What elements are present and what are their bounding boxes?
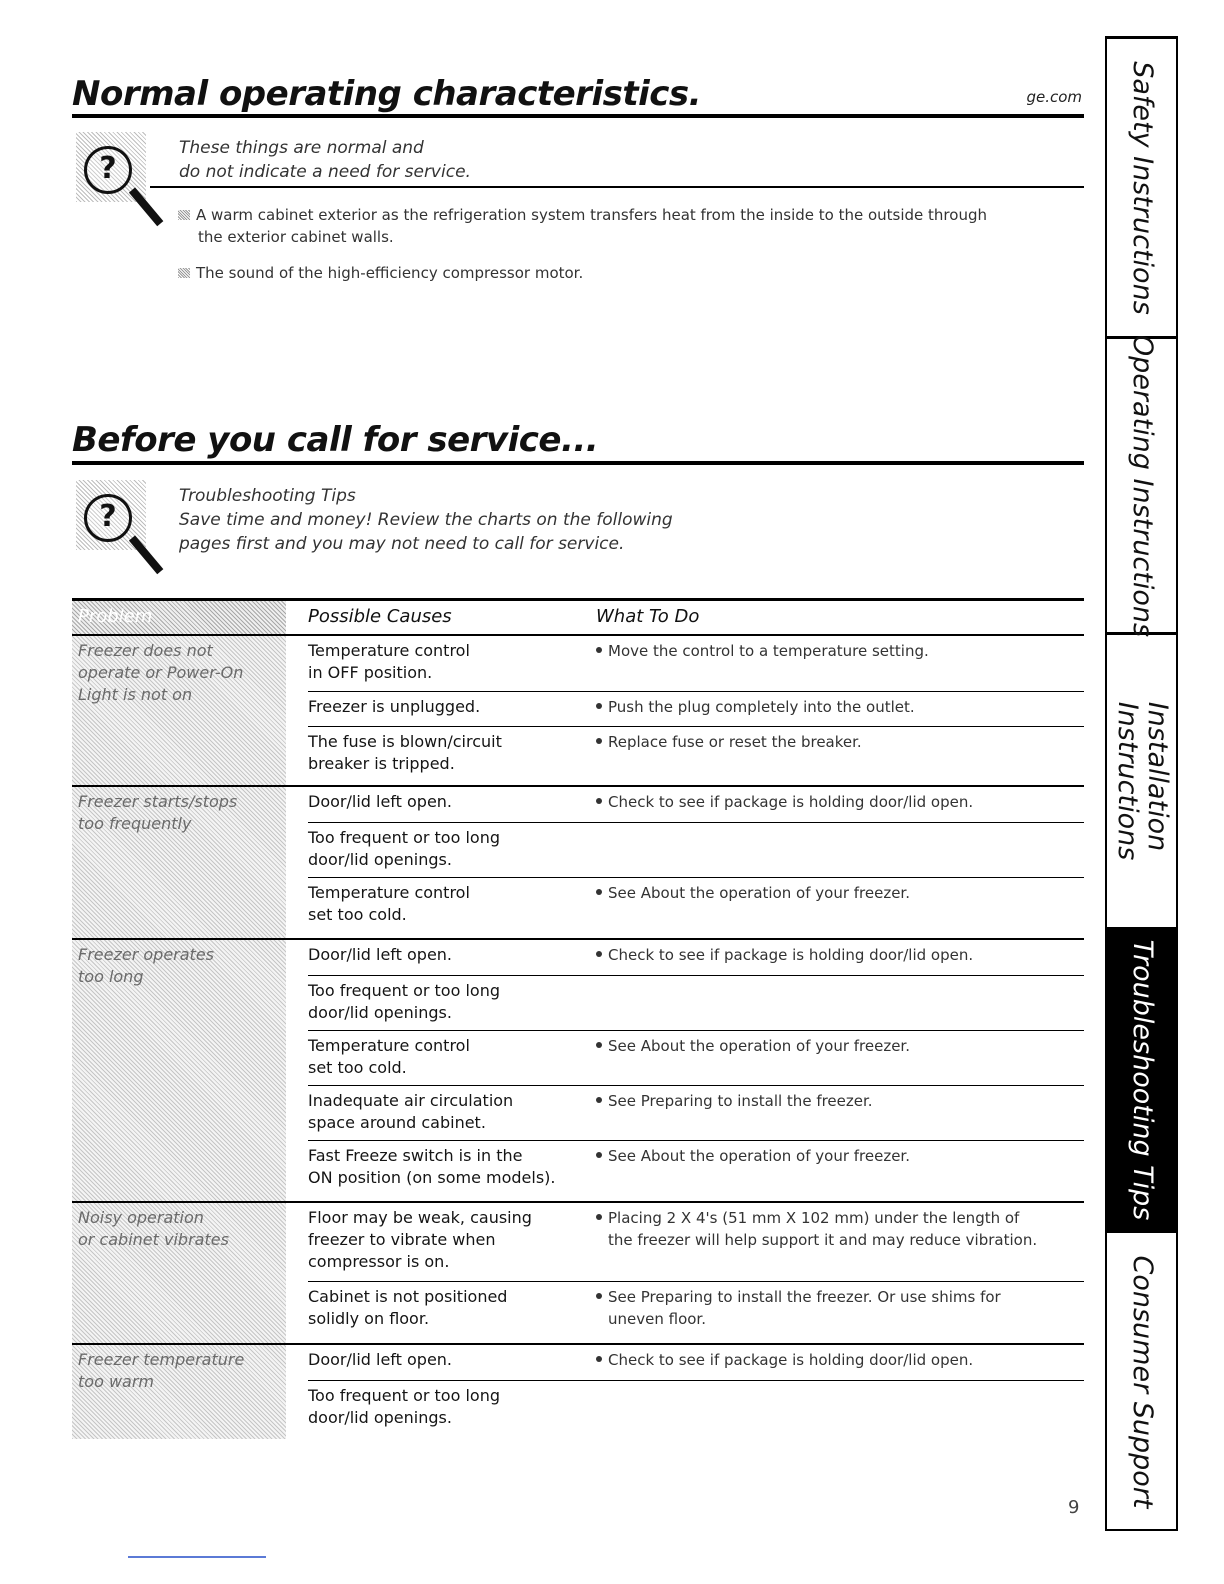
todo-cell [596, 1035, 1076, 1057]
cause-cell [308, 640, 578, 684]
todo-item [596, 1145, 1076, 1167]
cause-text: Freezer is unplugged. [308, 697, 481, 716]
cause-text: ON position (on some models). [308, 1168, 556, 1187]
bullet-icon [596, 703, 602, 709]
tips-line: pages first and you may not need to call for service. [179, 534, 625, 554]
side-tab-label [1112, 702, 1172, 861]
magnifier-question-icon: ? [72, 480, 176, 590]
todo-item [596, 1207, 1076, 1229]
cause-cell [308, 1286, 578, 1330]
problem-text: too warm [78, 1372, 154, 1391]
problem-cell [72, 940, 286, 1201]
header-causes: Possible Causes [308, 606, 452, 627]
normal-item [178, 204, 987, 248]
title-rule [72, 461, 1084, 465]
cause-text: door/lid openings. [308, 1408, 452, 1427]
bullet-square-icon [178, 210, 190, 220]
cause-text: breaker is tripped. [308, 754, 455, 773]
todo-cell [596, 696, 1076, 718]
cause-text: Cabinet is not positioned [308, 1287, 508, 1306]
todo-cell [596, 1286, 1076, 1330]
side-tab-text: Safety Instructions [1126, 60, 1158, 315]
side-tab-text: Troubleshooting Tips [1126, 939, 1158, 1221]
cause-cell [308, 1385, 578, 1429]
intro-line: do not indicate a need for service. [179, 162, 471, 182]
cause-cell [308, 696, 578, 718]
side-tab[interactable] [1107, 39, 1176, 339]
problem-text: Freezer starts/stops [78, 792, 238, 811]
todo-text: See Preparing to install the freezer. Or use shims for [608, 1288, 1001, 1306]
cause-text: door/lid openings. [308, 850, 452, 869]
todo-cell [596, 731, 1076, 753]
table-row [308, 787, 1084, 822]
todo-item [596, 731, 1076, 753]
todo-item [596, 791, 1076, 813]
cause-cell [308, 791, 578, 813]
side-tab-nav [1105, 36, 1178, 1531]
todo-cell [596, 1349, 1076, 1371]
todo-item [596, 1286, 1076, 1308]
problem-group [72, 1345, 1084, 1439]
bottom-rule [128, 1556, 266, 1558]
side-tab[interactable] [1107, 334, 1176, 637]
table-row [308, 636, 1084, 691]
bullet-icon [596, 798, 602, 804]
problem-group [72, 940, 1084, 1203]
cause-text: compressor is on. [308, 1252, 450, 1271]
todo-text: Check to see if package is holding door/lid open. [608, 1351, 974, 1369]
problem-text: Light is not on [78, 685, 193, 704]
todo-text: Replace fuse or reset the breaker. [608, 733, 862, 751]
side-tab-label [1127, 334, 1157, 636]
cause-text: door/lid openings. [308, 1003, 452, 1022]
todo-text: See About the operation of your freezer. [608, 1147, 910, 1165]
website-link[interactable]: ge.com [1026, 88, 1082, 106]
table-row [308, 975, 1084, 1030]
side-tab-label [1127, 61, 1157, 315]
cause-text: Too frequent or too long [308, 1386, 500, 1405]
header-todo: What To Do [596, 606, 700, 627]
intro-line: These things are normal and [179, 138, 424, 158]
cause-cell [308, 1145, 578, 1189]
cause-text: Door/lid left open. [308, 945, 453, 964]
cause-cell [308, 980, 578, 1024]
bullet-icon [596, 1042, 602, 1048]
cause-text: Too frequent or too long [308, 828, 500, 847]
cause-cell [308, 1207, 578, 1273]
side-tab-text: Operating Instructions [1126, 334, 1158, 637]
problem-text: operate or Power-On [78, 663, 244, 682]
section-title-normal: Normal operating characteristics. [72, 74, 702, 114]
table-row [308, 822, 1084, 877]
problem-cell [72, 1345, 286, 1439]
cause-text: freezer to vibrate when [308, 1230, 496, 1249]
problem-text: too long [78, 967, 144, 986]
cause-text: Fast Freeze switch is in the [308, 1146, 523, 1165]
todo-item [596, 640, 1076, 662]
table-header [72, 598, 1084, 636]
cause-text: Temperature control [308, 1036, 470, 1055]
todo-text: Check to see if package is holding door/lid open. [608, 946, 974, 964]
bullet-icon [596, 738, 602, 744]
cause-cell [308, 1349, 578, 1371]
cause-cell [308, 827, 578, 871]
table-row [308, 1140, 1084, 1202]
magnifier-question-icon: ? [72, 132, 176, 242]
table-row [308, 877, 1084, 939]
bullet-icon [596, 889, 602, 895]
side-tab-label [1127, 1256, 1157, 1509]
cause-cell [308, 1035, 578, 1079]
page-number: 9 [1068, 1497, 1080, 1518]
tips-intro [179, 484, 673, 556]
problem-group [72, 636, 1084, 787]
problem-text: Freezer temperature [78, 1350, 245, 1369]
table-row [308, 691, 1084, 726]
title-rule [72, 114, 1084, 118]
bullet-icon [596, 647, 602, 653]
cause-cell [308, 731, 578, 775]
table-row [308, 1380, 1084, 1439]
todo-cell [596, 1207, 1076, 1251]
table-row [308, 940, 1084, 975]
bullet-icon [596, 1152, 602, 1158]
todo-text: Move the control to a temperature setting. [608, 642, 929, 660]
problem-text: or cabinet vibrates [78, 1230, 229, 1249]
section-title-service: Before you call for service... [72, 420, 599, 460]
cause-text: The fuse is blown/circuit [308, 732, 502, 751]
table-row [308, 1030, 1084, 1085]
todo-cell [596, 944, 1076, 966]
tips-title: Troubleshooting Tips [179, 486, 356, 506]
cause-text: Door/lid left open. [308, 1350, 453, 1369]
todo-item [596, 882, 1076, 904]
todo-cell [596, 1145, 1076, 1167]
todo-text: Check to see if package is holding door/lid open. [608, 793, 974, 811]
todo-text: See Preparing to install the freezer. [608, 1092, 873, 1110]
todo-item [596, 1035, 1076, 1057]
cause-text: Inadequate air circulation [308, 1091, 514, 1110]
table-row [308, 1281, 1084, 1345]
cause-text: set too cold. [308, 905, 407, 924]
problem-text: Noisy operation [78, 1208, 204, 1227]
cause-text: Door/lid left open. [308, 792, 453, 811]
todo-item [596, 1349, 1076, 1371]
side-tab[interactable] [1107, 1233, 1176, 1531]
cause-text: set too cold. [308, 1058, 407, 1077]
todo-cell [596, 882, 1076, 904]
side-tab[interactable] [1107, 930, 1176, 1233]
table-row [308, 726, 1084, 786]
cause-cell [308, 882, 578, 926]
problem-text: too frequently [78, 814, 192, 833]
problem-group [72, 1203, 1084, 1345]
header-problem: Problem [72, 601, 286, 634]
cause-text: Too frequent or too long [308, 981, 500, 1000]
problem-group [72, 787, 1084, 940]
todo-cell [596, 640, 1076, 662]
cause-text: solidly on floor. [308, 1309, 430, 1328]
bullet-icon [596, 1097, 602, 1103]
todo-item [596, 944, 1076, 966]
cause-text: Floor may be weak, causing [308, 1208, 532, 1227]
table-row [308, 1345, 1084, 1380]
todo-text: uneven floor. [608, 1310, 706, 1328]
todo-text: See About the operation of your freezer. [608, 1037, 910, 1055]
cause-text: Temperature control [308, 883, 470, 902]
todo-cell [596, 791, 1076, 813]
bullet-icon [596, 1293, 602, 1299]
todo-text: See About the operation of your freezer. [608, 884, 910, 902]
todo-text: Placing 2 X 4's (51 mm X 102 mm) under the length of [608, 1209, 1020, 1227]
cause-text: in OFF position. [308, 663, 433, 682]
normal-item-text: A warm cabinet exterior as the refrigeration system transfers heat from the inside to the outside through [196, 206, 987, 224]
problem-cell [72, 1203, 286, 1343]
normal-item [178, 262, 583, 284]
side-tab-label [1127, 940, 1157, 1221]
side-tab-text: Consumer Support [1126, 1255, 1158, 1509]
cause-text: Temperature control [308, 641, 470, 660]
tips-line: Save time and money! Review the charts on the following [179, 510, 673, 530]
cause-cell [308, 944, 578, 966]
normal-intro [179, 136, 471, 184]
cause-cell [308, 1090, 578, 1134]
normal-item-text: The sound of the high-efficiency compressor motor. [196, 264, 584, 282]
problem-cell [72, 787, 286, 938]
cause-text: space around cabinet. [308, 1113, 486, 1132]
bullet-square-icon [178, 268, 190, 278]
todo-text: the freezer will help support it and may reduce vibration. [608, 1231, 1038, 1249]
side-tab-text: Installation [1141, 701, 1173, 852]
problem-text: Freezer does not [78, 641, 213, 660]
side-tab[interactable] [1107, 635, 1176, 930]
bullet-icon [596, 951, 602, 957]
bullet-icon [596, 1356, 602, 1362]
normal-item-text: the exterior cabinet walls. [198, 228, 394, 246]
table-row [308, 1203, 1084, 1281]
problem-cell [72, 636, 286, 785]
table-row [308, 1085, 1084, 1140]
intro-separator [150, 186, 1084, 188]
todo-item [596, 1090, 1076, 1112]
bullet-icon [596, 1214, 602, 1220]
todo-text: Push the plug completely into the outlet. [608, 698, 915, 716]
todo-cell [596, 1090, 1076, 1112]
side-tab-text: Instructions [1111, 701, 1143, 861]
todo-item [596, 696, 1076, 718]
problem-text: Freezer operates [78, 945, 214, 964]
